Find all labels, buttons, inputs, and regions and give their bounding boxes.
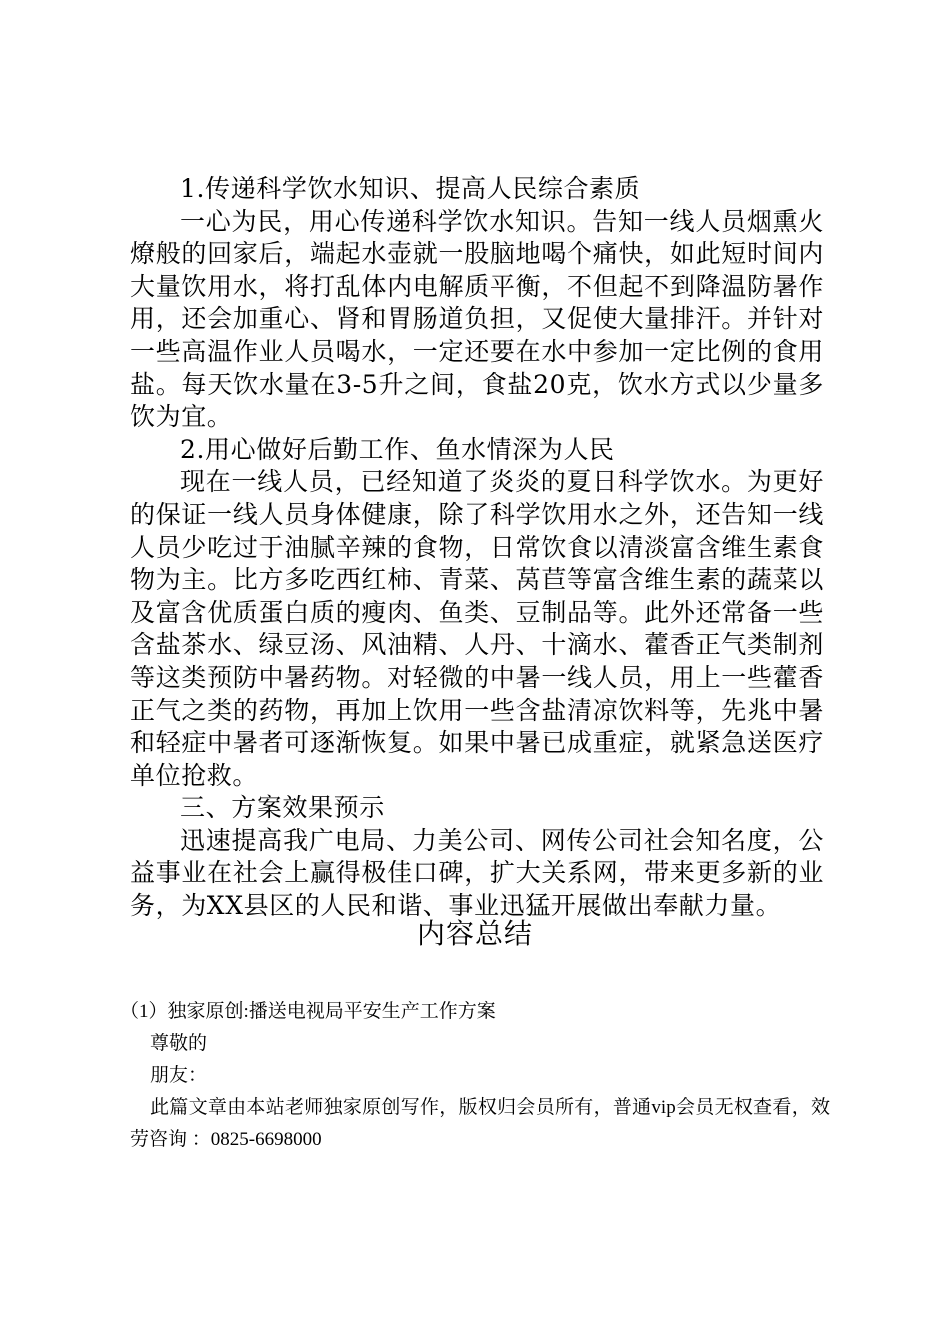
section-heading-logistics: 2.用心做好后勤工作、鱼水情深为人民 bbox=[180, 434, 615, 464]
paragraph-drinking-water: 一心为民，用心传递科学饮水知识。告知一线人员烟熏火燎般的回家后，端起水壶就一股脑地喝个痛快，如此短时间内大量饮用水，将打乱体内电解质平衡，不但起不到降温防暑作用，还会加重心、肾和胃肠道负担，又促使大量排汗。并针对一些高温作业人员喝水，一定还要在水中参加一定比例的食用盐。每天饮水量在3-5升之间，食盐20克，饮水方式以少量多饮为宜。 bbox=[130, 206, 824, 432]
greeting-line-2: 朋友： bbox=[150, 1065, 208, 1086]
paragraph-logistics: 现在一线人员，已经知道了炎炎的夏日科学饮水。为更好的保证一线人员身体健康，除了科学饮用水之外，还告知一线人员少吃过于油腻辛辣的食物，日常饮食以清淡富含维生素食物为主。比方多吃西红柿、青菜、莴苣等富含维生素的蔬菜以及富含优质蛋白质的瘦肉、鱼类、豆制品等。此外还常备一些含盐茶水、绿豆汤、风油精、人丹、十滴水、藿香正气类制剂等这类预防中暑药物。对轻微的中暑一线人员，用上一些藿香正气之类的药物，再加上饮用一些含盐清凉饮料等，先兆中暑和轻症中暑者可逐渐恢复。如果中暑已成重症，就紧急送医疗单位抢救。 bbox=[130, 467, 824, 790]
paragraph-effects: 迅速提高我广电局、力美公司、网传公司社会知名度，公益事业在社会上赢得极佳口碑，扩大关系网，带来更多新的业务，为XX县区的人民和谐、事业迅猛开展做出奉献力量。 bbox=[130, 825, 824, 921]
body-text bbox=[130, 173, 824, 923]
summary-item-header: （1）独家原创:播送电视局平安生产工作方案 bbox=[120, 1001, 496, 1022]
greeting-line-1: 尊敬的 bbox=[150, 1033, 208, 1054]
section-heading-effects: 三、方案效果预示 bbox=[180, 793, 385, 823]
copyright-notice: 此篇文章由本站老师独家原创写作，版权归会员所有，普通vip会员无权查看，效劳咨询 ：0825-6698000 bbox=[130, 1097, 830, 1150]
summary-title: 内容总结 bbox=[416, 917, 533, 950]
section-heading-drinking-water: 1.传递科学饮水知识、提高人民综合素质 bbox=[180, 174, 641, 203]
summary-block bbox=[120, 996, 830, 1156]
